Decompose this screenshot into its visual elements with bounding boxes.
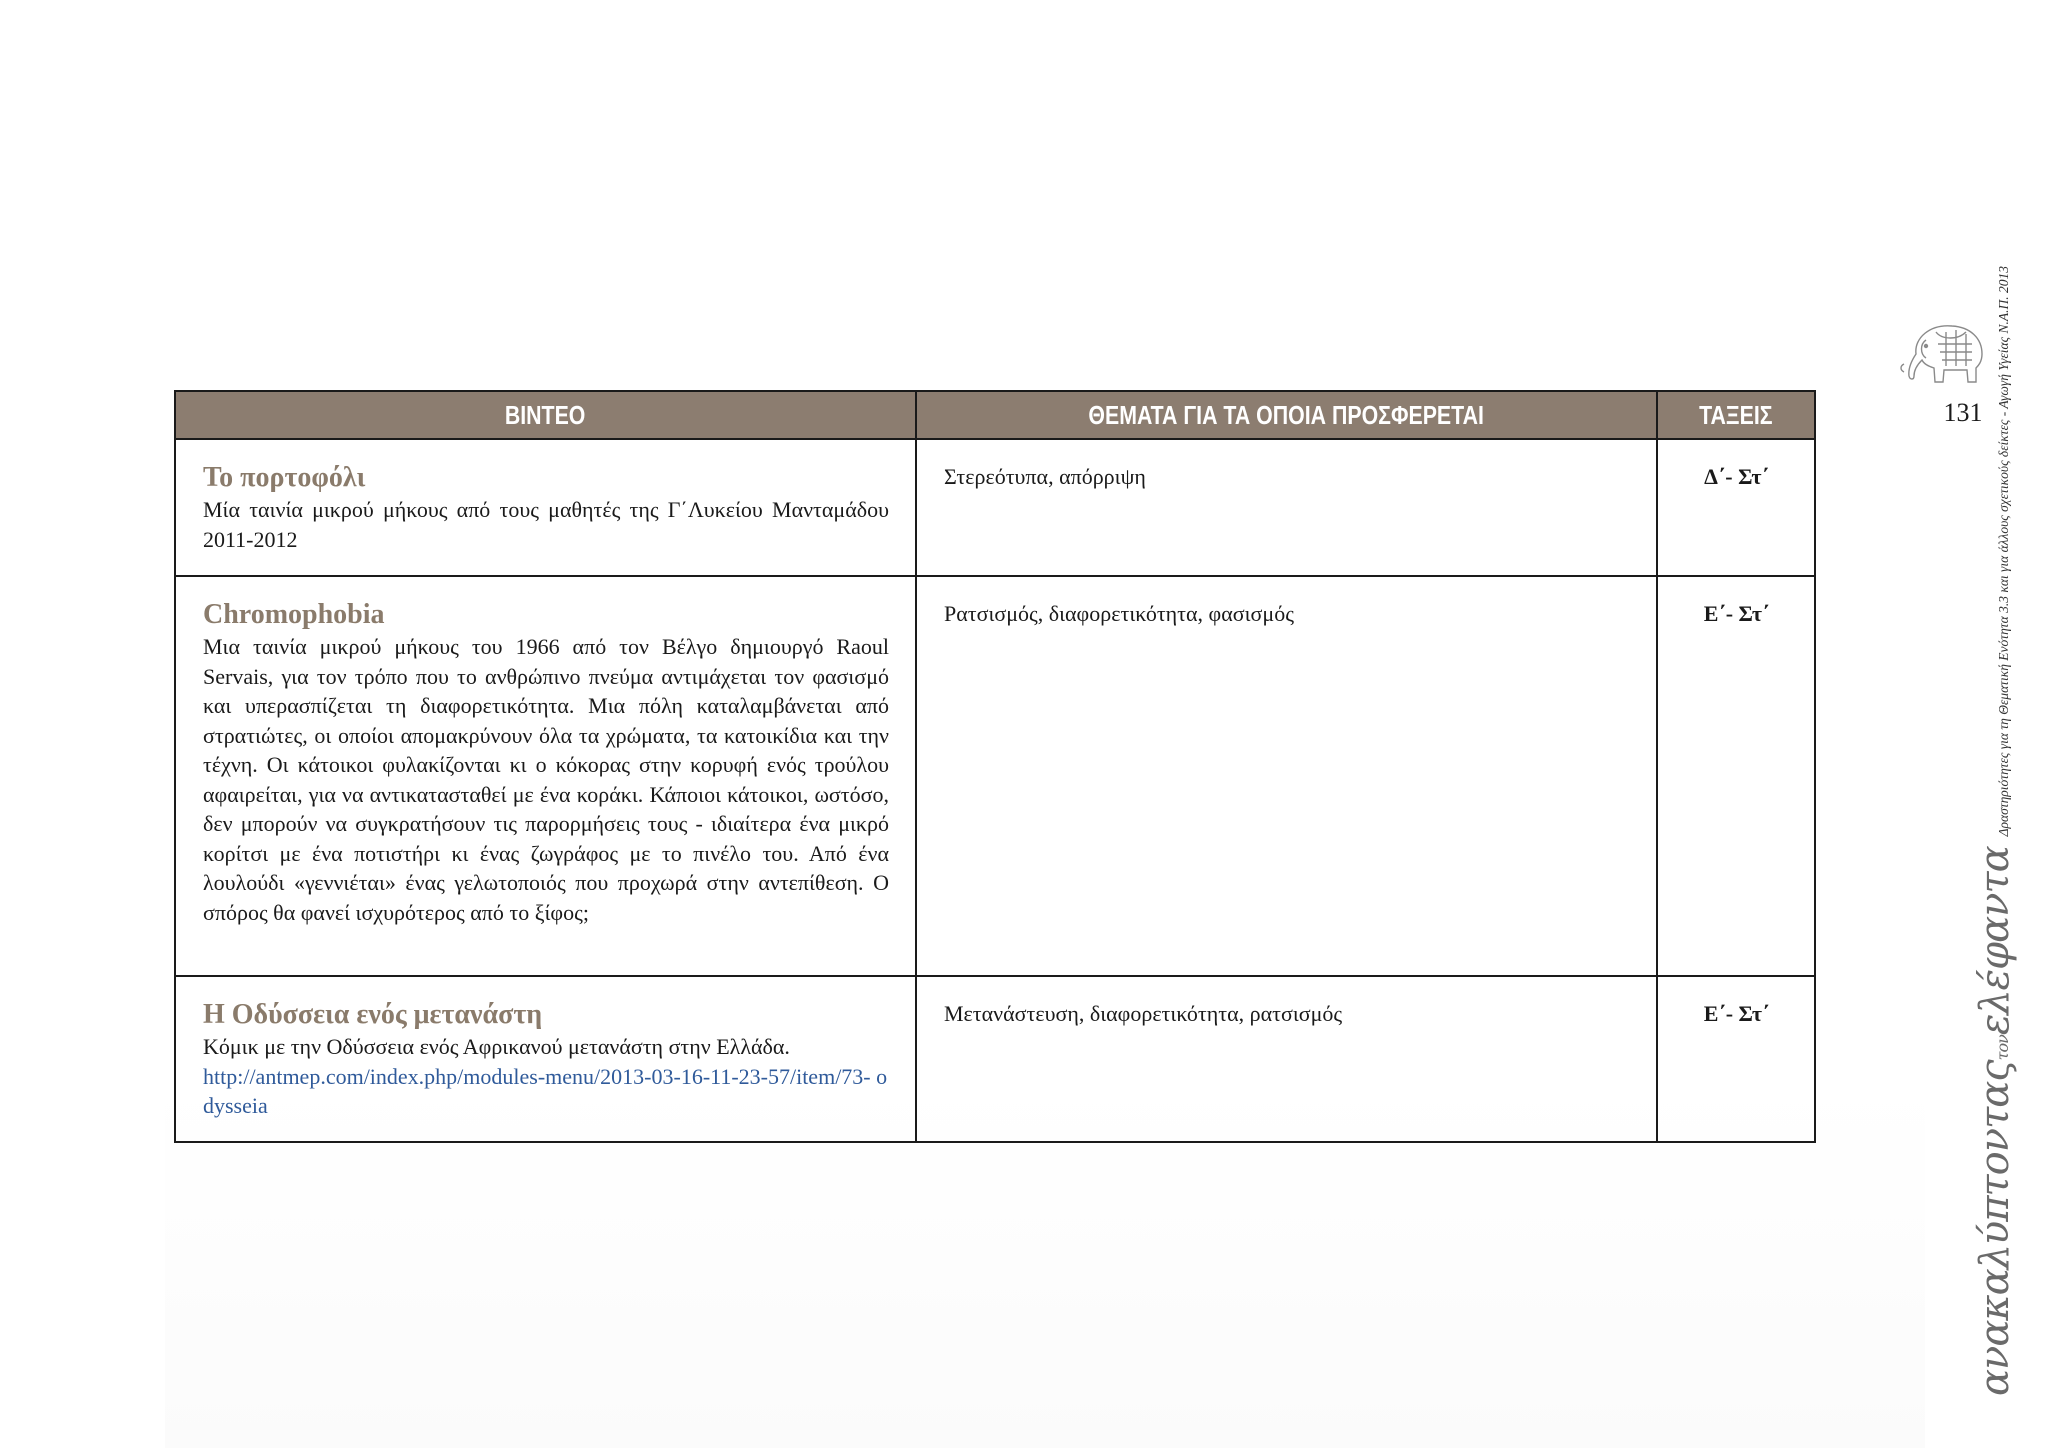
video-cell (175, 576, 916, 976)
video-title: Το πορτοφόλι (203, 462, 366, 493)
table-row (175, 576, 1815, 976)
topics-cell: Στερεότυπα, απόρριψη (916, 439, 1657, 576)
video-description: Κόμικ με την Οδύσσεια ενός Αφρικανού μετανάστη στην Ελλάδα. (203, 1034, 790, 1059)
header-topics: ΘΕΜΑΤΑ ΓΙΑ ΤΑ ΟΠΟΙΑ ΠΡΟΣΦΕΡΕΤΑΙ (916, 391, 1657, 439)
videos-table (174, 390, 1816, 1143)
video-link[interactable]: http://antmep.com/index.php/modules-menu/2013-03-16-11-23-57/item/73- odysseia (203, 1063, 888, 1118)
classes-cell: Ε΄- Στ΄ (1657, 976, 1815, 1142)
video-title: Chromophobia (203, 599, 385, 630)
topics-cell: Ρατσισμός, διαφορετικότητα, φασισμός (916, 576, 1657, 976)
table-header-row (175, 391, 1815, 439)
video-cell (175, 439, 916, 576)
page-number: 131 (1943, 398, 1983, 427)
classes-cell: Δ΄- Στ΄ (1657, 439, 1815, 576)
table-row (175, 439, 1815, 576)
video-cell (175, 976, 916, 1142)
side-running-title (1972, 266, 2018, 1396)
topics-cell: Μετανάστευση, διαφορετικότητα, ρατσισμός (916, 976, 1657, 1142)
header-classes: ΤΑΞΕΙΣ (1657, 391, 1815, 439)
brand-logo-text: ανακαλύπτονταςτονελέφαντα (1972, 846, 2018, 1396)
video-description: Μία ταινία μικρού μήκους από τους μαθητές της Γ΄Λυκείου Μανταμάδου 2011-2012 (203, 497, 889, 552)
classes-cell: Ε΄- Στ΄ (1657, 576, 1815, 976)
video-description: Μια ταινία μικρού μήκους του 1966 από τον Βέλγο δημιουργό Raoul Servais, για τον τρόπο που το ανθρώπινο πνεύμα αντιμάχεται τον φασισμό και υπερασπίζεται τη διαφορετικότητα. Μια πόλη καταλαμβάνεται από στρατιώτες, οι οποίοι απομακρύνουν όλα τα χρώματα, τα κατοικίδια και την τέχνη. Οι κάτοικοι φυλακίζονται κι ο κόκορας στην κορυφή ενός τρούλου αφαιρείται, για να αντικατασταθεί με ένα κοράκι. Κάποιοι κάτοικοι, ωστόσο, δεν μπορούν να συγκρατήσουν τις παρορμήσεις τους - ιδιαίτερα ένα μικρό κορίτσι με ένα ποτιστήρι κι ένας ζωγράφος με το πινέλο του. Από ένα λουλούδι «γεννιέται» ένας γελωτοποιός που προχωρά στην αντεπίθεση. Ο σπόρος θα φανεί ισχυρότερος από το ξίφος; (203, 634, 889, 925)
header-video: ΒΙΝΤΕΟ (175, 391, 916, 439)
video-title: Η Οδύσσεια ενός μετανάστη (203, 999, 543, 1030)
table-row (175, 976, 1815, 1142)
book-subtitle: Δραστηριότητες για τη Θεματική Ενότητα 3.3 και για άλλους σχετικούς δείκτες - Αγωγή Υγείας Ν.Α.Π. 2013 (1996, 266, 2011, 837)
